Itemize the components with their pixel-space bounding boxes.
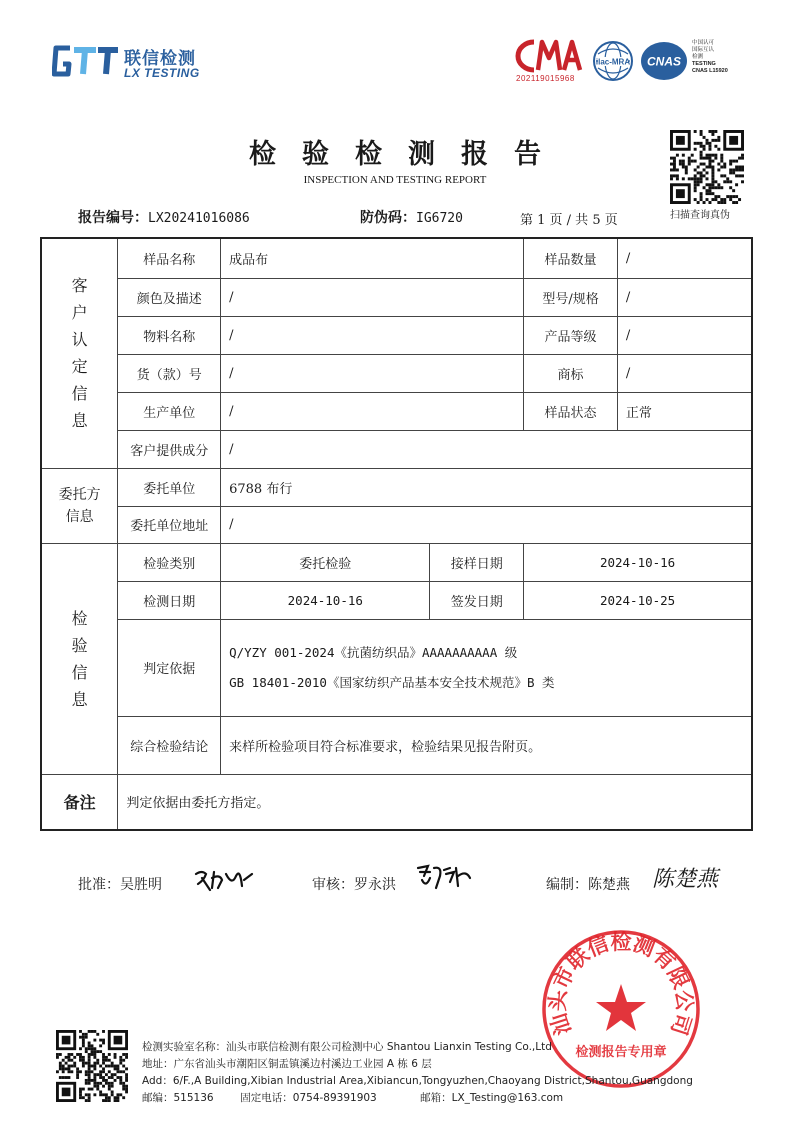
cnas-line: TESTING: [692, 61, 716, 67]
field-value: 来样所检验项目符合标准要求，检验结果见报告附页。: [221, 716, 752, 774]
field-label: 样品数量: [524, 238, 618, 278]
field-value: /: [221, 392, 524, 430]
ilac-mra-mark: [592, 40, 634, 82]
approver: 批准：吴胜明: [78, 877, 162, 893]
cnas-mark: [640, 40, 688, 82]
anti-fake-code: [360, 207, 463, 227]
logo-en-text: LX TESTING: [124, 66, 200, 80]
field-label: 检测日期: [118, 581, 221, 619]
field-value: /: [617, 354, 752, 392]
report-number-value: LX20241016086: [148, 211, 250, 226]
field-value: /: [221, 316, 524, 354]
table-row: [41, 581, 752, 619]
page-info: 第 1 页 / 共 5 页: [520, 213, 618, 228]
compiler: 编制：陈楚燕: [546, 877, 630, 893]
cnas-info: [692, 40, 752, 75]
section-char: 息: [71, 689, 88, 709]
basis-value: [221, 619, 752, 716]
field-value: /: [617, 278, 752, 316]
field-label: 检验类别: [118, 543, 221, 581]
field-label: 签发日期: [430, 581, 524, 619]
remark-label: 备注: [41, 774, 118, 830]
inspection-section-title: [41, 543, 118, 774]
table-row: [41, 716, 752, 774]
table-row: [41, 392, 752, 430]
svg-text:检测报告专用章: 检测报告专用章: [575, 1045, 667, 1060]
footer-address-en: Add：6/F.,A Building,Xibian Industrial Area,Xibiancun,Tongyuzhen,Chaoyang District,Shantou,Guangdong: [142, 1075, 693, 1087]
table-row: [41, 278, 752, 316]
cnas-line: 国际互认: [692, 47, 715, 53]
field-label: 判定依据: [118, 619, 221, 716]
field-label: 商标: [524, 354, 618, 392]
anti-fake-value: IG6720: [416, 211, 463, 226]
field-label: 生产单位: [118, 392, 221, 430]
basis-line: GB 18401-2010《国家纺织产品基本安全技术规范》B 类: [229, 674, 555, 690]
report-number-label: 报告编号：: [78, 210, 148, 226]
section-char: 信: [71, 662, 88, 682]
approver-signature-icon: [192, 866, 256, 894]
table-row: [41, 468, 752, 506]
field-label: 产品等级: [524, 316, 618, 354]
field-value: /: [617, 238, 752, 278]
table-row: [41, 316, 752, 354]
field-label: 样品名称: [118, 238, 221, 278]
table-row: [41, 774, 752, 830]
field-label: 委托单位地址: [118, 506, 221, 543]
field-label: 颜色及描述: [118, 278, 221, 316]
qr-code-icon: [56, 1030, 128, 1102]
section-char: 检: [71, 608, 88, 628]
cnas-line: CNAS L15920: [692, 68, 728, 74]
table-row: [41, 354, 752, 392]
report-title: 检验检测报告: [249, 139, 567, 170]
cma-number: 202119015968: [516, 74, 575, 83]
cnas-icon: [640, 40, 688, 82]
table-row: [41, 430, 752, 468]
section-char: 客: [71, 276, 88, 296]
svg-text:CNAS: CNAS: [646, 54, 682, 69]
footer-lab-name: 检测实验室名称：汕头市联信检测有限公司检测中心 Shantou Lianxin Testing Co.,Ltd: [142, 1041, 552, 1053]
field-label: 客户提供成分: [118, 430, 221, 468]
cma-mark: [514, 38, 586, 88]
official-stamp-icon: [540, 928, 702, 1090]
field-label: 货（款）号: [118, 354, 221, 392]
report-subtitle: INSPECTION AND TESTING REPORT: [303, 174, 487, 186]
field-label: 接样日期: [430, 543, 524, 581]
entrust-section-line: 信息: [65, 508, 94, 525]
section-char: 认: [71, 330, 88, 350]
section-char: 信: [71, 384, 88, 404]
field-value: 2024-10-16: [524, 543, 752, 581]
anti-fake-label: 防伪码：: [360, 210, 416, 226]
remark-value: 判定依据由委托方指定。: [118, 774, 752, 830]
field-value: 正常: [617, 392, 752, 430]
svg-text:ilac-MRA: ilac-MRA: [595, 57, 631, 67]
reviewer-signature-icon: [414, 862, 474, 894]
section-char: 息: [71, 411, 88, 431]
table-row: [41, 543, 752, 581]
cnas-line: 检测: [692, 54, 704, 60]
field-value: /: [221, 278, 524, 316]
field-label: 型号/规格: [524, 278, 618, 316]
table-row: [41, 506, 752, 543]
section-char: 验: [71, 635, 88, 655]
qr-verify-label: 扫描查询真伪: [670, 210, 730, 221]
field-value: 2024-10-25: [524, 581, 752, 619]
field-value: /: [617, 316, 752, 354]
field-label: 综合检验结论: [118, 716, 221, 774]
section-char: 户: [71, 303, 88, 323]
logo-cn-text: 联信检测: [124, 49, 196, 69]
field-value: 成品布: [221, 238, 524, 278]
cma-icon: [514, 38, 584, 74]
footer-contact: 邮编：515136 固定电话：0754-89391903 邮箱：LX_Testing@163.com: [142, 1092, 564, 1104]
customer-section-title: [41, 238, 118, 468]
reviewer: 审核：罗永洪: [312, 877, 396, 893]
lx-logo-icon: [52, 44, 120, 78]
ilac-mra-icon: [592, 40, 634, 82]
table-row: [41, 619, 752, 716]
table-row: [41, 238, 752, 278]
entrust-section-line: 委托方: [58, 486, 101, 503]
field-label: 样品状态: [524, 392, 618, 430]
field-value: /: [221, 354, 524, 392]
company-logo: [52, 42, 212, 82]
section-char: 定: [71, 357, 88, 377]
field-value: 6788 布行: [221, 468, 752, 506]
field-value: 2024-10-16: [221, 581, 430, 619]
field-value: /: [221, 506, 752, 543]
entrust-section-title: [41, 468, 118, 543]
report-number: [78, 207, 250, 227]
footer-address-cn: 地址：广东省汕头市潮阳区铜盂镇溪边村溪边工业园 A 栋 6 层: [142, 1058, 432, 1070]
report-table: [40, 237, 753, 831]
svg-text:汕头市联信检测有限公司: 汕头市联信检测有限公司: [545, 929, 697, 1038]
field-value: /: [221, 430, 752, 468]
basis-line: Q/YZY 001-2024《抗菌纺织品》AAAAAAAAAA 级: [229, 644, 518, 660]
field-label: 委托单位: [118, 468, 221, 506]
cnas-line: 中国认可: [692, 40, 715, 46]
field-label: 物料名称: [118, 316, 221, 354]
field-value: 委托检验: [221, 543, 430, 581]
compiler-signature: 陈楚燕: [652, 867, 719, 892]
footer-qr-code[interactable]: [56, 1030, 128, 1102]
